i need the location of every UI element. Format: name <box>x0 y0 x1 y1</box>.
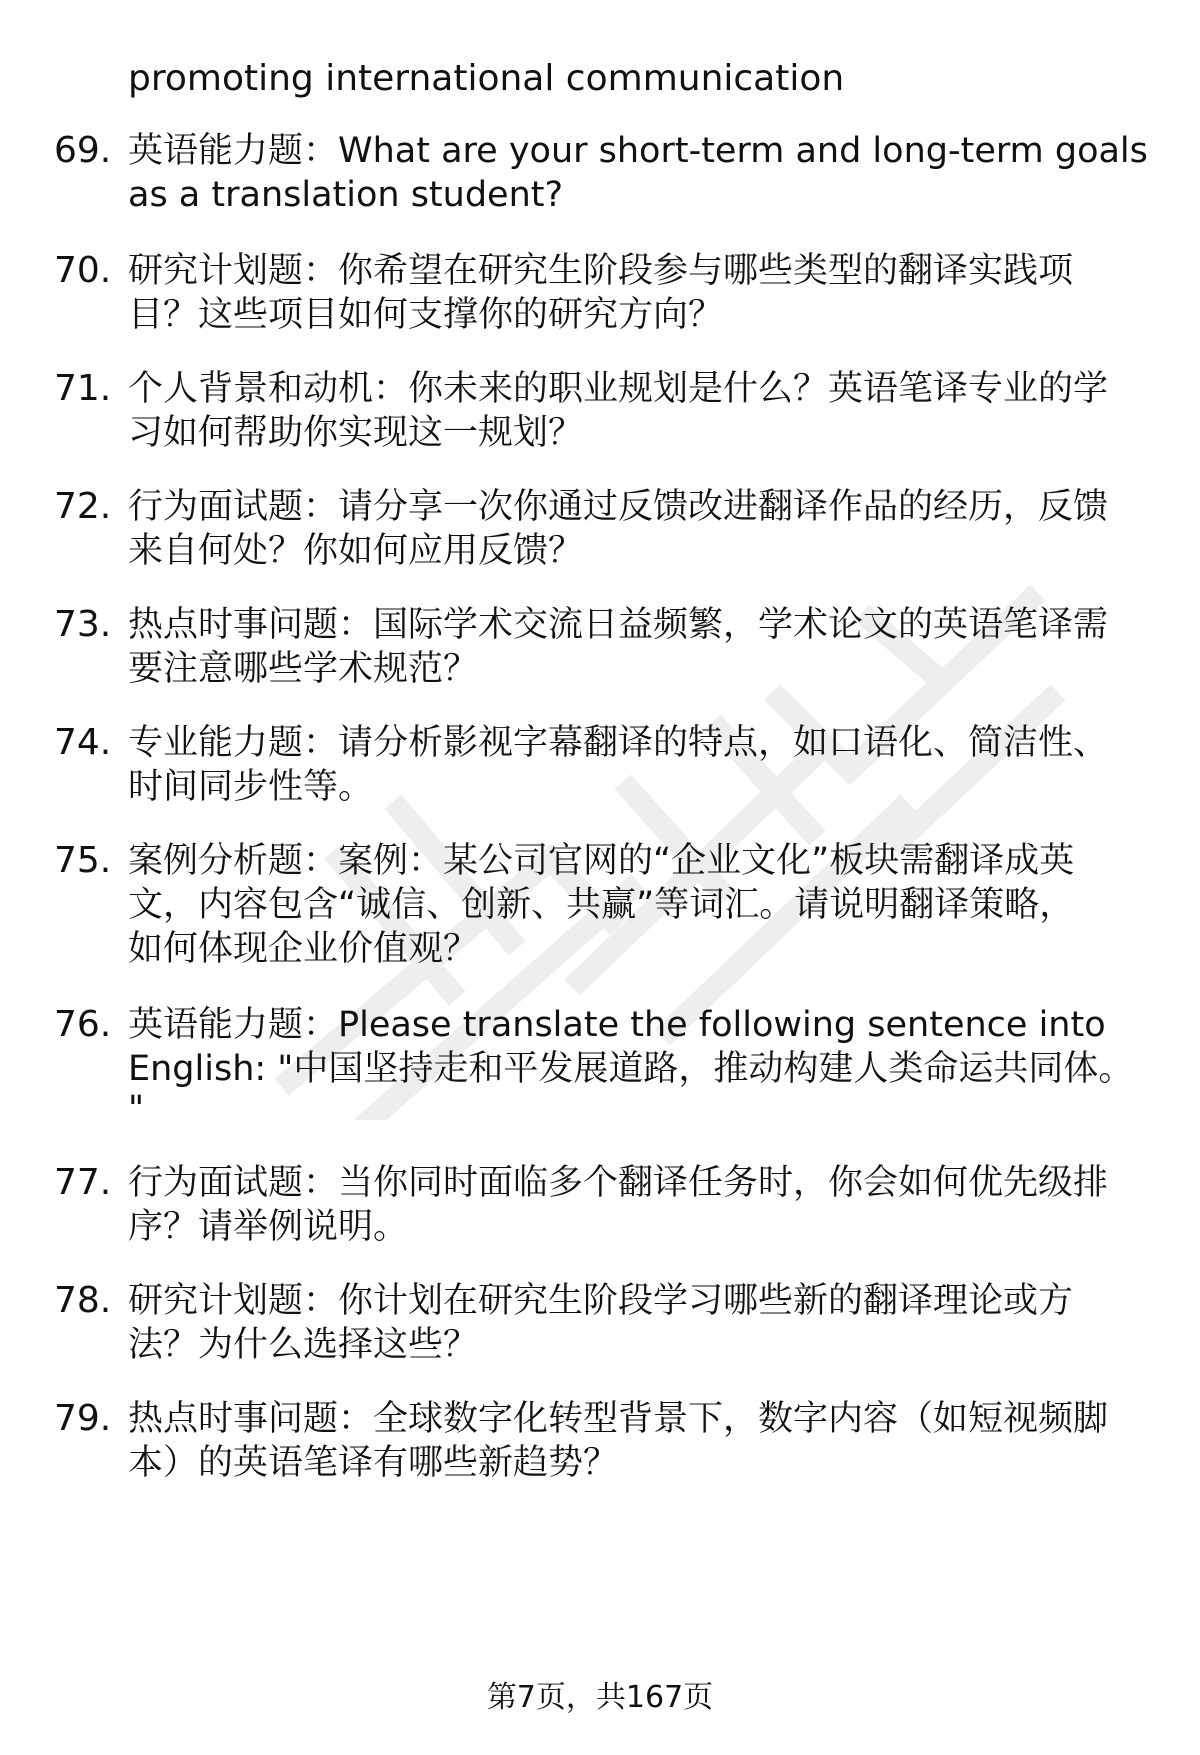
question-text-line: 本）的英语笔译有哪些新趋势？ <box>128 1443 619 1483</box>
question-number: 74. <box>54 722 112 763</box>
question-text-line: 热点时事问题：国际学术交流日益频繁，学术论文的英语笔译需 <box>128 605 1109 645</box>
question-text-line: 序？请举例说明。 <box>128 1207 409 1247</box>
question-text-line: 热点时事问题：全球数字化转型背景下，数字内容（如短视频脚 <box>128 1399 1109 1439</box>
question-number: 76. <box>54 1004 112 1045</box>
question-text-line: 时间同步性等。 <box>128 767 374 807</box>
question-text-line: " <box>128 1089 145 1129</box>
continuation-text: promoting international communication <box>128 58 845 99</box>
question-text-line: 研究计划题：你希望在研究生阶段参与哪些类型的翻译实践项 <box>128 251 1074 291</box>
question-text-line: 文，内容包含“诚信、创新、共赢”等词汇。请说明翻译策略， <box>128 885 1075 925</box>
question-text-line: 英语能力题：Please translate the following sentence into <box>128 1005 1106 1045</box>
question-text-line: 行为面试题：当你同时面临多个翻译任务时，你会如何优先级排 <box>128 1163 1109 1203</box>
question-number: 77. <box>54 1162 112 1203</box>
question-number: 69. <box>54 130 112 171</box>
question-text-line: 英语能力题：What are your short-term and long-term goals <box>128 131 1148 171</box>
question-text-line: 个人背景和动机：你未来的职业规划是什么？英语笔译专业的学 <box>128 369 1109 409</box>
question-number: 73. <box>54 604 112 645</box>
question-number: 72. <box>54 486 112 527</box>
question-text-line: 行为面试题：请分享一次你通过反馈改进翻译作品的经历，反馈 <box>128 487 1109 527</box>
question-number: 79. <box>54 1398 112 1439</box>
question-number: 78. <box>54 1280 112 1321</box>
question-text-line: 研究计划题：你计划在研究生阶段学习哪些新的翻译理论或方 <box>128 1281 1074 1321</box>
question-text-line: 如何体现企业价值观？ <box>128 929 479 969</box>
question-text-line: 来自何处？你如何应用反馈？ <box>128 531 584 571</box>
question-number: 70. <box>54 250 112 291</box>
question-text-line: English: "中国坚持走和平发展道路，推动构建人类命运共同体。 <box>128 1049 1134 1089</box>
question-text-line: 法？为什么选择这些？ <box>128 1325 479 1365</box>
question-number: 75. <box>54 840 112 881</box>
question-number: 71. <box>54 368 112 409</box>
question-text-line: 目？这些项目如何支撑你的研究方向？ <box>128 295 724 335</box>
page-footer: 第7页，共167页 <box>486 1680 714 1715</box>
question-text-line: 专业能力题：请分析影视字幕翻译的特点，如口语化、简洁性、 <box>128 723 1109 763</box>
question-text-line: 习如何帮助你实现这一规划？ <box>128 413 584 453</box>
question-text-line: 案例分析题：案例：某公司官网的“企业文化”板块需翻译成英 <box>128 841 1075 881</box>
question-text-line: as a translation student? <box>128 175 564 215</box>
question-text-line: 要注意哪些学术规范？ <box>128 649 479 689</box>
